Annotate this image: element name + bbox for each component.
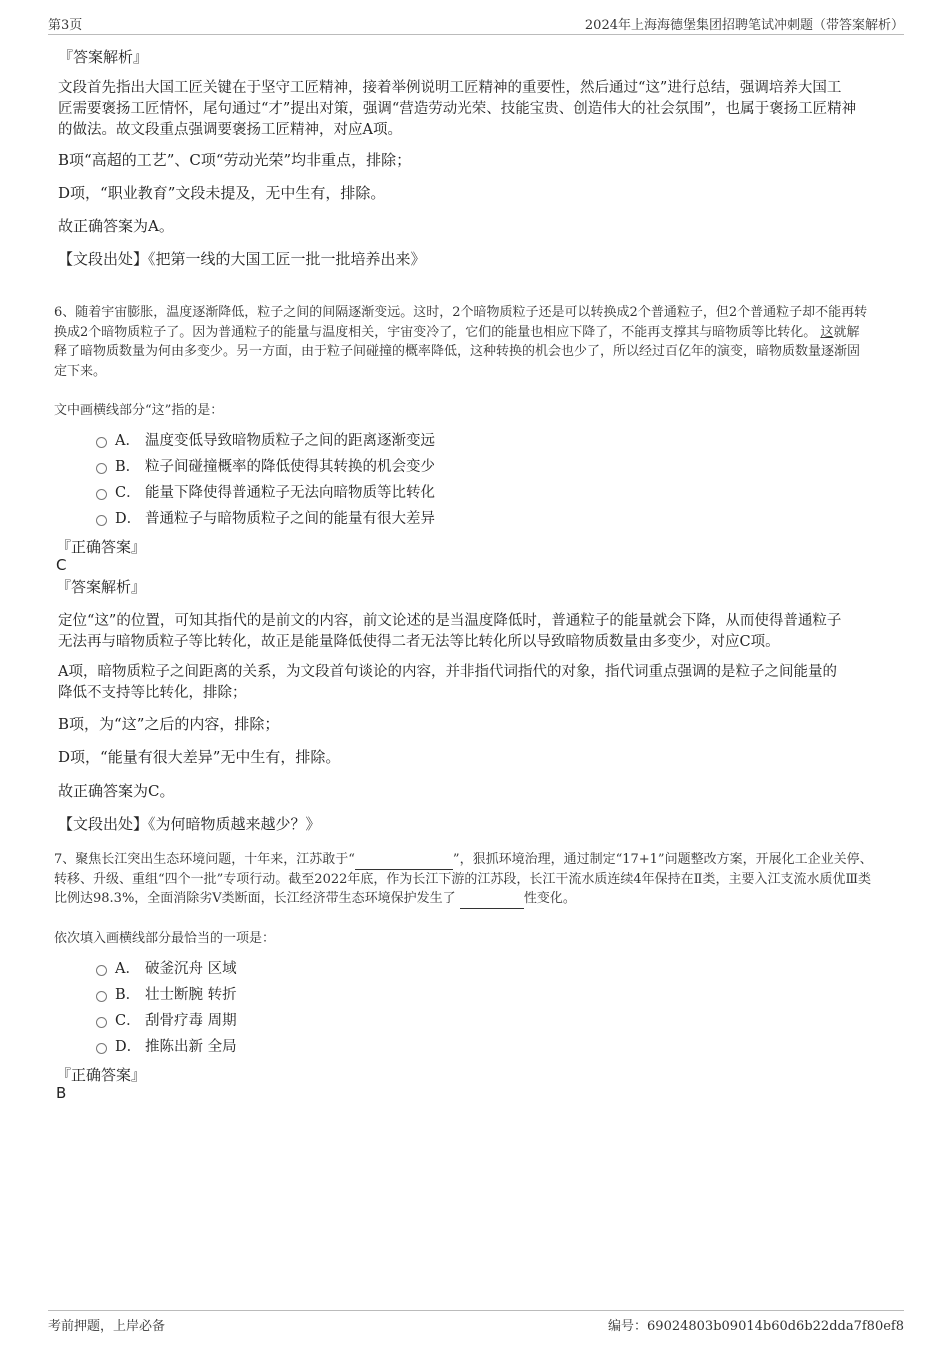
q6-stem-line: 定下来。 xyxy=(54,363,107,379)
page-header xyxy=(48,12,904,35)
q6-stem-line: 释了暗物质数量为何由多变少。另一方面，由于粒子间碰撞的概率降低，这种转换的机会也少了，所以经过百亿年的演变，暗物质数量逐渐固 xyxy=(54,344,861,359)
q6-analysis-label: 『答案解析』 xyxy=(56,578,147,596)
q7-option-d[interactable] xyxy=(96,1037,237,1057)
option-letter: B． xyxy=(115,459,141,475)
option-letter: B． xyxy=(115,987,141,1003)
q6-option-c[interactable] xyxy=(96,483,435,503)
q6-source: 【文段出处】《为何暗物质越来越少？》 xyxy=(58,815,321,833)
q7-stem-line xyxy=(54,850,896,870)
q7-stem xyxy=(54,850,896,909)
radio-icon[interactable] xyxy=(96,463,107,474)
q6-stem-text: 就解 xyxy=(833,324,860,340)
q5-analysis-line: 文段首先指出大国工匠关键在于坚守工匠精神，接着举例说明工匠精神的重要性，然后通过“这”进行总结，强调培养大国工 xyxy=(58,80,842,96)
q6-analysis-line: 定位“这”的位置，可知其指代的是前文的内容，前文论述的是当温度降低时，普通粒子的能量就会下降，从而使得普通粒子 xyxy=(58,613,842,629)
q5-analysis-text xyxy=(58,78,886,141)
page-number: 第3页 xyxy=(48,18,83,33)
q7-answer: B xyxy=(56,1084,67,1102)
q5-conclusion: 故正确答案为A。 xyxy=(58,217,174,235)
document-id: 编号：69024803b09014b60d6b22dda7f80ef8 xyxy=(608,1319,904,1334)
q5-option-b-note: B项“高超的工艺”、C项“劳动光荣”均非重点，排除； xyxy=(58,151,412,169)
radio-icon[interactable] xyxy=(96,1017,107,1028)
q6-underlined-word: 这 xyxy=(820,324,834,340)
option-text: 温度变低导致暗物质粒子之间的距离逐渐变远 xyxy=(145,433,435,449)
radio-icon[interactable] xyxy=(96,1043,107,1054)
q5-analysis-line: 的做法。故文段重点强调要褒扬工匠精神，对应A项。 xyxy=(58,122,402,138)
q7-stem-line xyxy=(54,889,896,909)
radio-icon[interactable] xyxy=(96,965,107,976)
q6-stem-text: 换成2个暗物质粒子了。因为普通粒子的能量与温度相关，宇宙变冷了，它们的能量也相应下降了，不能再支撑其与暗物质等比转化。 xyxy=(54,324,817,340)
q7-blank-2 xyxy=(460,894,524,909)
radio-icon[interactable] xyxy=(96,489,107,500)
q6-analysis-line: 降低不支持等比转化，排除； xyxy=(58,685,247,701)
q6-analysis-line: 无法再与暗物质粒子等比转化，故正是能量降低使得二者无法等比转化所以导致暗物质数量由多变少，对应C项。 xyxy=(58,634,780,650)
option-text: 推陈出新 全局 xyxy=(145,1039,237,1055)
radio-icon[interactable] xyxy=(96,515,107,526)
q7-prompt: 依次填入画横线部分最恰当的一项是： xyxy=(54,931,276,946)
q6-option-b[interactable] xyxy=(96,457,435,477)
q6-answer: C xyxy=(56,556,67,574)
q7-answer-label: 『正确答案』 xyxy=(56,1066,147,1084)
option-text: 普通粒子与暗物质粒子之间的能量有很大差异 xyxy=(145,511,435,527)
q5-analysis-label: 『答案解析』 xyxy=(58,48,149,66)
footer-slogan: 考前押题，上岸必备 xyxy=(48,1319,166,1334)
q7-stem-text: 性变化。 xyxy=(523,891,576,906)
option-text: 刮骨疗毒 周期 xyxy=(145,1013,237,1029)
radio-icon[interactable] xyxy=(96,437,107,448)
option-text: 粒子间碰撞概率的降低使得其转换的机会变少 xyxy=(145,459,435,475)
q5-source: 【文段出处】《把第一线的大国工匠一批一批培养出来》 xyxy=(58,250,426,268)
q7-stem-text: 7、聚焦长江突出生态环境问题，十年来，江苏敢于“ xyxy=(54,852,355,867)
document-title: 2024年上海海德堡集团招聘笔试冲刺题（带答案解析） xyxy=(584,18,904,33)
q6-stem xyxy=(54,303,896,381)
q6-stem-line xyxy=(54,323,896,343)
option-letter: A． xyxy=(115,433,140,449)
q6-option-a[interactable] xyxy=(96,431,435,451)
q5-option-d-note: D项，“职业教育”文段未提及，无中生有，排除。 xyxy=(58,184,386,202)
option-text: 能量下降使得普通粒子无法向暗物质等比转化 xyxy=(145,485,435,501)
q6-stem-line: 6、随着宇宙膨胀，温度逐渐降低，粒子之间的间隔逐渐变远。这时，2个暗物质粒子还是可以转换成2个普通粒子，但2个普通粒子却不能再转 xyxy=(54,305,868,320)
q7-stem-text: ”，狠抓环境治理，通过制定“17+1”问题整改方案，开展化工企业关停、 xyxy=(452,852,873,867)
q7-stem-line: 转移、升级、重组“四个一批”专项行动。截至2022年底，作为长江下游的江苏段，长江干流水质连续4年保持在Ⅱ类，主要入江支流水质优Ⅲ类 xyxy=(54,871,872,887)
q7-option-b[interactable] xyxy=(96,985,237,1005)
option-letter: D． xyxy=(115,1039,142,1055)
q6-prompt: 文中画横线部分“这”指的是： xyxy=(54,403,224,418)
q7-blank-1 xyxy=(355,855,453,870)
q6-option-d-note: D项，“能量有很大差异”无中生有，排除。 xyxy=(58,748,341,766)
q6-option-a-note xyxy=(58,662,886,704)
q7-stem-text: 比例达98.3%，全面消除劣V类断面，长江经济带生态环境保护发生了 xyxy=(54,891,456,906)
option-letter: C． xyxy=(115,485,141,501)
option-letter: C． xyxy=(115,1013,141,1029)
page-footer xyxy=(48,1310,904,1341)
q6-option-b-note: B项，为“这”之后的内容，排除； xyxy=(58,715,280,733)
q6-option-d[interactable] xyxy=(96,509,435,529)
q6-conclusion: 故正确答案为C。 xyxy=(58,782,175,800)
radio-icon[interactable] xyxy=(96,991,107,1002)
q7-option-a[interactable] xyxy=(96,959,237,979)
q6-answer-label: 『正确答案』 xyxy=(56,538,147,556)
q6-analysis-text xyxy=(58,611,886,653)
q6-analysis-line: A项，暗物质粒子之间距离的关系，为文段首句谈论的内容，并非指代词指代的对象，指代词重点强调的是粒子之间能量的 xyxy=(58,664,837,680)
option-text: 破釜沉舟 区域 xyxy=(145,961,237,977)
q7-option-c[interactable] xyxy=(96,1011,237,1031)
q5-analysis-line: 匠需要褒扬工匠情怀，尾句通过“才”提出对策，强调“营造劳动光荣、技能宝贵、创造伟大的社会氛围”，也属于褒扬工匠精神 xyxy=(58,101,857,117)
option-letter: A． xyxy=(115,961,140,977)
option-letter: D． xyxy=(115,511,142,527)
option-text: 壮士断腕 转折 xyxy=(145,987,237,1003)
